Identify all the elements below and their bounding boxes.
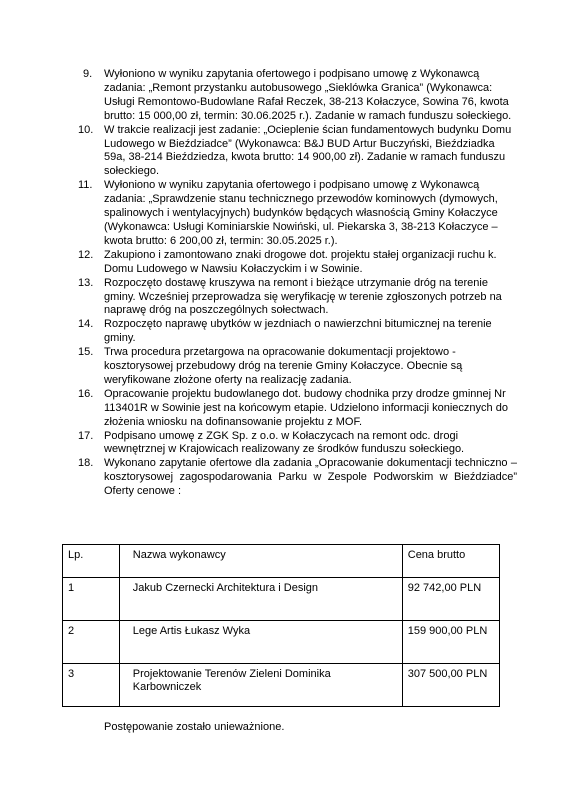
item-text: Wyłoniono w wyniku zapytania ofertowego i podpisano umowę z Wykonawcą zadania: „Sprawdzenie stanu technicznego przewodów kominowych (dymowych, spalinowych i wentylacyjnych) budynków będących własnością Gminy Kołaczyce (Wykonawca: Usługi Kominiarskie Nowiński, ul. Piekarska 3, 38-213 Kołaczyce – kwota brutto: 6 200,00 zł, termin: 30.05.2025 r.). xyxy=(104,179,498,247)
item-number: 10. xyxy=(78,123,94,136)
price-offers-table xyxy=(62,544,500,707)
row-gross-price: 92 742,00 PLN xyxy=(402,578,499,621)
item-text: Trwa procedura przetargowa na opracowanie dokumentacji projektowo -kosztorysowej przebudowy dróg na terenie Gminy Kołaczyce. Obecnie są weryfikowane złożone oferty na realizację zadania. xyxy=(104,346,463,386)
item-number: 12. xyxy=(78,248,94,261)
item-text: Opracowanie projektu budowlanego dot. budowy chodnika przy drodze gminnej Nr 113401R w Sowinie jest na końcowym etapie. Udzielono informacji koniecznych do złożenia wniosku na dofinansowanie projektu z MOF. xyxy=(104,387,508,428)
table-row xyxy=(63,578,500,621)
item-text: Wyłoniono w wyniku zapytania ofertowego i podpisano umowę z Wykonawcą zadania: „Remont przystanku autobusowego „Sieklówka Granica” (Wykonawca: Usługi Remontowo-Budowlane Rafał Reczek, 38-213 Kołaczyce, Sowina 76, kwota brutto: 15 000,00 zł, termin: 30.06.2025 r.). Zadanie w ramach funduszu sołeckiego. xyxy=(104,68,512,122)
list-item xyxy=(0,68,565,124)
header-lp: Lp. xyxy=(63,545,120,578)
row-gross-price: 307 500,00 PLN xyxy=(402,664,499,707)
item-number: 9. xyxy=(83,68,93,80)
list-item xyxy=(0,388,565,430)
header-gross-price: Cena brutto xyxy=(402,545,499,578)
item-text: Wykonano zapytanie ofertowe dla zadania „Opracowanie dokumentacji techniczno – kosztorysowej zagospodarowania Parku w Zespole Podworskim w Bieździadce” Oferty cenowe : xyxy=(104,457,517,498)
item-number: 14. xyxy=(78,318,94,331)
row-contractor-name: Projektowanie Terenów Zieleni Dominika Karbowniczek xyxy=(119,664,402,707)
item-number: 11. xyxy=(78,179,93,192)
item-text: Zakupiono i zamontowano znaki drogowe dot. projektu stałej organizacji ruchu k. Domu Ludowego w Nawsiu Kołaczyckim i w Sowinie. xyxy=(104,248,497,275)
item-number: 13. xyxy=(78,276,94,289)
row-lp: 2 xyxy=(63,621,120,664)
item-text: Rozpoczęto naprawę ubytków w jezdniach o nawierzchni bitumicznej na terenie gminy. xyxy=(104,318,492,345)
table-row xyxy=(63,621,500,664)
table-header-row xyxy=(63,545,500,578)
item-text: Rozpoczęto dostawę kruszywa na remont i bieżące utrzymanie dróg na terenie gminy. Wcześniej przeprowadza się weryfikację w terenie zgłoszonych potrzeb na naprawę dróg na poszczególnych sołectwach. xyxy=(104,276,502,317)
item-text: Podpisano umowę z ZGK Sp. z o.o. w Kołaczycach na remont odc. drogi wewnętrznej w Krajowicach realizowany ze środków funduszu sołeckiego. xyxy=(104,429,465,456)
list-item xyxy=(0,457,565,499)
list-item xyxy=(0,346,565,388)
item-number: 16. xyxy=(78,387,94,400)
row-contractor-name: Lege Artis Łukasz Wyka xyxy=(119,621,402,664)
list-item xyxy=(0,430,565,458)
list-item xyxy=(0,318,565,346)
table-row xyxy=(63,664,500,707)
row-lp: 1 xyxy=(63,578,120,621)
row-gross-price: 159 900,00 PLN xyxy=(402,621,499,664)
row-contractor-name: Jakub Czernecki Architektura i Design xyxy=(119,578,402,621)
item-text: W trakcie realizacji jest zadanie: „Ocieplenie ścian fundamentowych budynku Domu Ludowego w Bieździadce” (Wykonawca: B&J BUD Artur Buczyński, Bieździadka 59a, 38-214 Bieździedza, kwota brutto: 14 900,00 zł). Zadanie w ramach funduszu sołeckiego. xyxy=(104,123,512,178)
item-number: 15. xyxy=(78,346,94,359)
list-item xyxy=(0,124,565,180)
header-contractor-name: Nazwa wykonawcy xyxy=(119,545,402,578)
list-item xyxy=(0,277,565,319)
item-number: 18. xyxy=(78,457,94,470)
closing-statement: Postępowanie zostało unieważnione. xyxy=(104,721,285,733)
report-item-list xyxy=(0,68,565,499)
list-item xyxy=(0,179,565,249)
list-item xyxy=(0,249,565,277)
row-lp: 3 xyxy=(63,664,120,707)
item-number: 17. xyxy=(78,429,94,442)
